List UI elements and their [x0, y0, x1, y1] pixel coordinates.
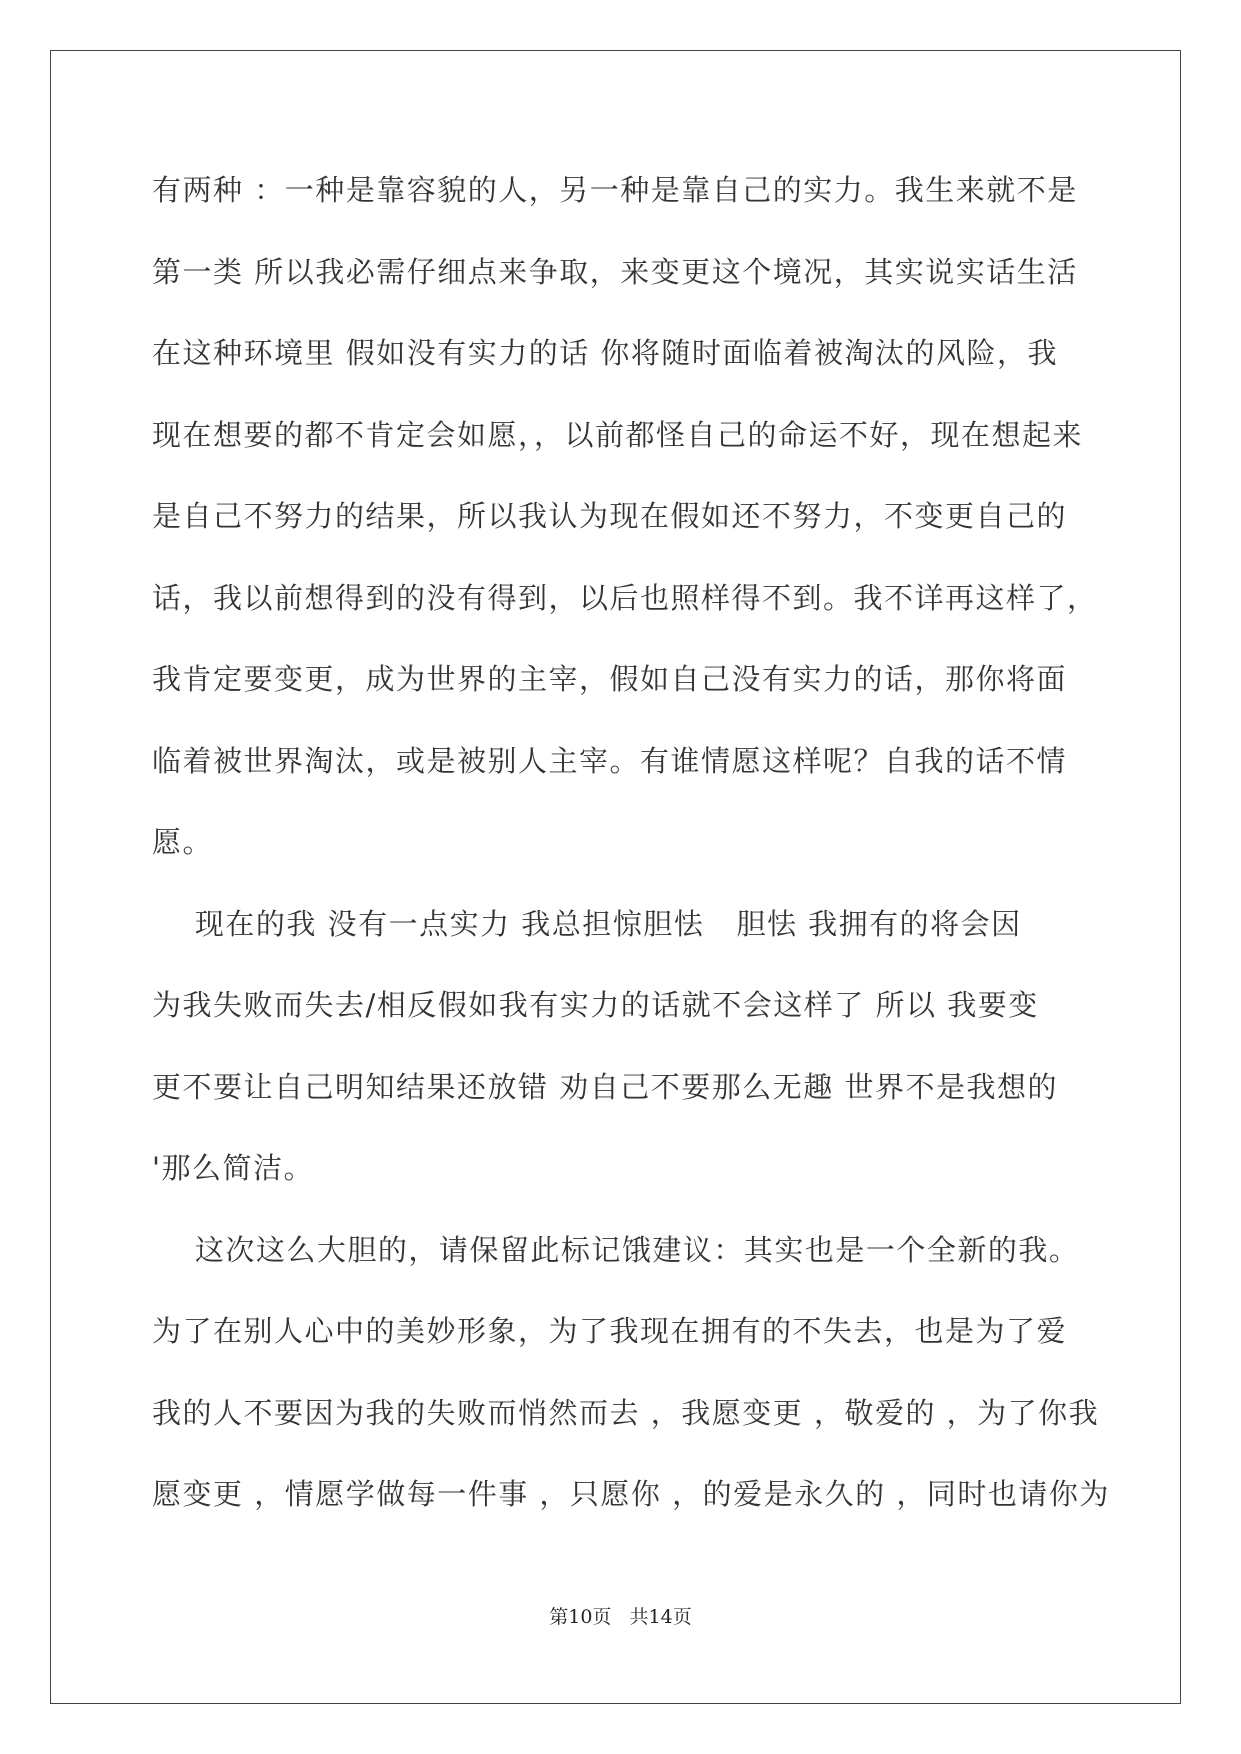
text-line: 我的人不要因为我的失败而悄然而去 ，我愿变更 ，敬爱的 ，为了你我 [152, 1395, 1100, 1430]
text-line: 是自己不努力的结果，所以我认为现在假如还不努力，不变更自己的 [152, 499, 1068, 533]
text-line: 更不要让自己明知结果还放错 劝自己不要那么无趣 世界不是我想的 [152, 1069, 1058, 1104]
body-text [152, 160, 1110, 1546]
text-line: 这次这么大胆的，请保留此标记饿建议：其实也是一个全新的我。 [152, 1232, 1080, 1267]
text-line: 现在的我 没有一点实力 我总担惊胆怯 胆怯 我拥有的将会因 [152, 906, 1022, 941]
text-line: 话，我以前想得到的没有得到，以后也照样得不到。我不详再这样了， [152, 580, 1098, 615]
text-line: 为了在别人心中的美妙形象，为了我现在拥有的不失去，也是为了爱 [152, 1314, 1068, 1348]
text-line: 愿。 [152, 825, 214, 859]
text-line: 第一类 所以我必需仔细点来争取，来变更这个境况，其实说实话生活 [152, 254, 1078, 289]
text-line: 为我失败而失去/相反假如我有实力的话就不会这样了 所以 我要变 [152, 988, 1039, 1022]
text-line: 在这种环境里 假如没有实力的话 你将随时面临着被淘汰的风险，我 [152, 336, 1058, 370]
text-line: 有两种 ：一种是靠容貌的人，另一种是靠自己的实力。我生来就不是 [152, 173, 1078, 207]
text-line: 愿变更 ，情愿学做每一件事 ，只愿你 ，的爱是永久的 ，同时也请你为 [152, 1477, 1110, 1511]
text-line: 临着被世界淘汰，或是被别人主宰。有谁情愿这样呢？自我的话不情 [152, 743, 1068, 778]
text-line: 现在想要的都不肯定会如愿，，以前都怪自己的命运不好，现在想起来 [152, 417, 1084, 452]
text-line: 我肯定要变更，成为世界的主宰，假如自己没有实力的话，那你将面 [152, 662, 1068, 696]
page-number: 第10页 共14页 [549, 1606, 692, 1628]
text-line: '那么简洁。 [152, 1151, 314, 1185]
